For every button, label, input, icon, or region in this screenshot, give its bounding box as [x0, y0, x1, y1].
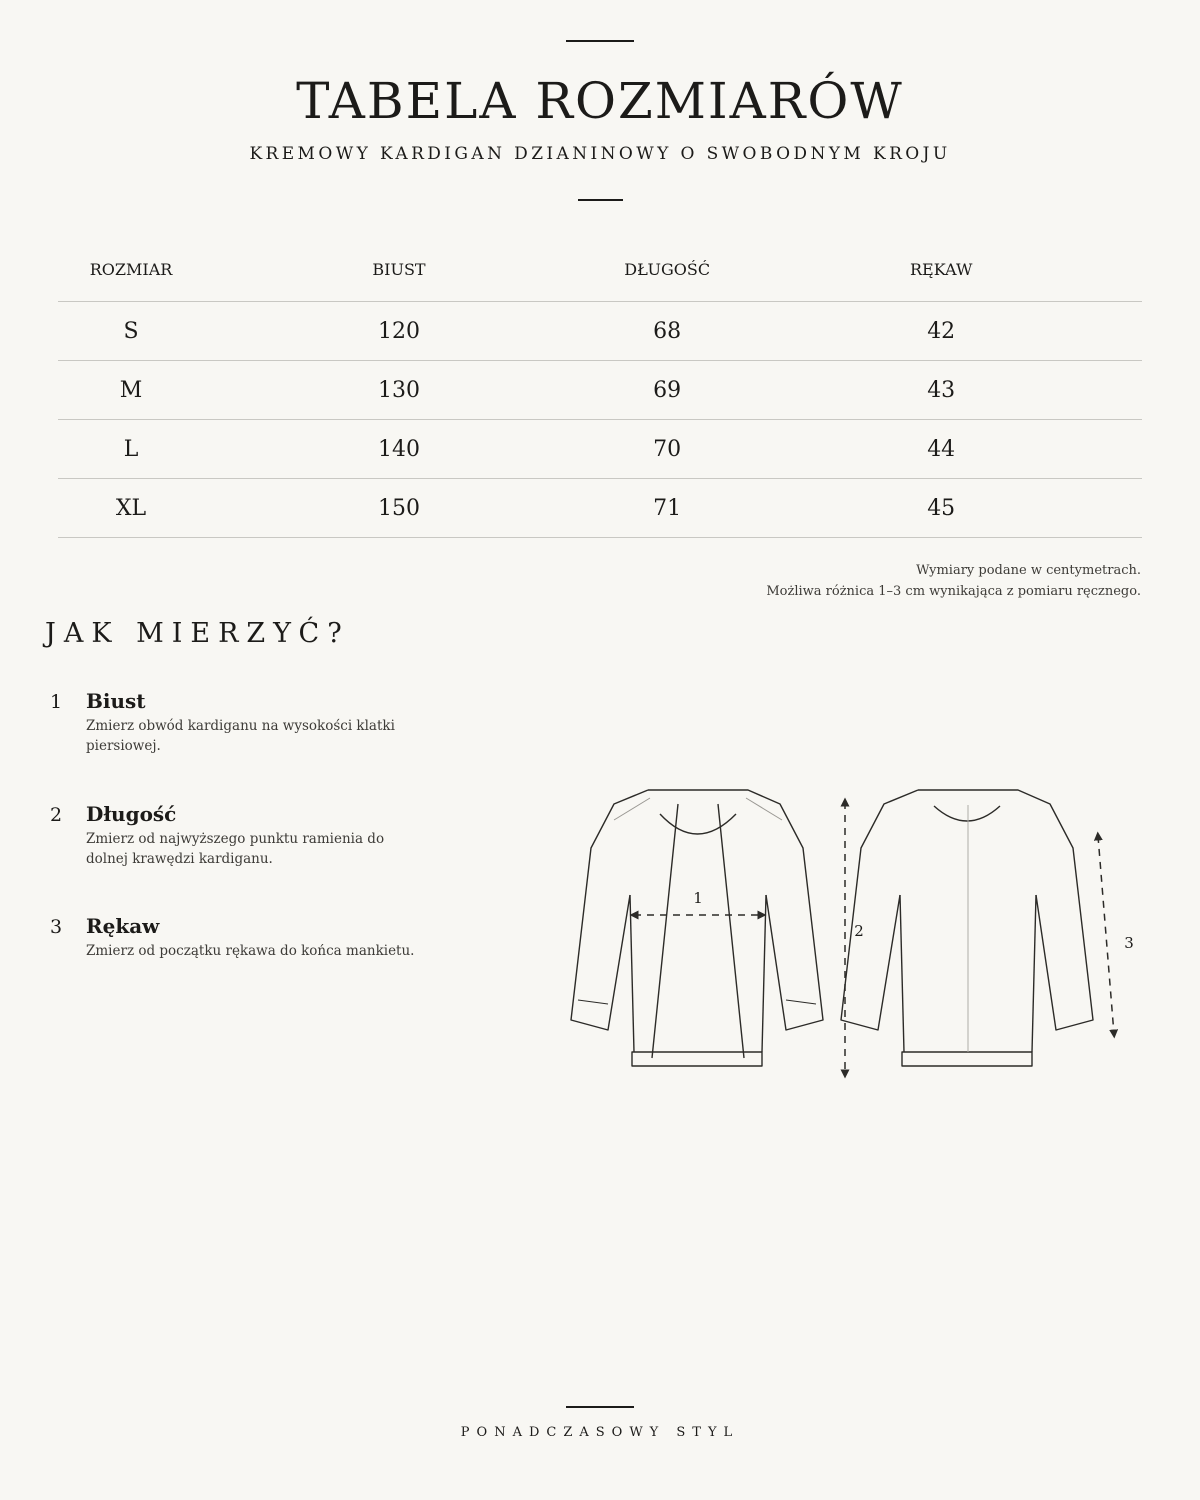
- note-tolerance: Możliwa różnica 1–3 cm wynikająca z pomiaru ręcznego.: [766, 584, 1141, 599]
- note-units: Wymiary podane w centymetrach.: [916, 563, 1141, 578]
- cell-length: 70: [594, 420, 740, 479]
- subtitle-rule: [578, 199, 623, 201]
- sleeve-measure-arrow: [1098, 836, 1114, 1034]
- cell-length: 71: [594, 479, 740, 538]
- cell-length: 69: [594, 361, 740, 420]
- column-header-sleeve: RĘKAW: [740, 238, 1142, 302]
- cardigan-front-icon: [571, 790, 823, 1066]
- cardigan-back-icon: [841, 790, 1093, 1066]
- table-row: [58, 302, 1142, 361]
- length-measure-label: 2: [854, 922, 864, 940]
- page-title: TABELA ROZMIARÓW: [296, 72, 904, 130]
- cell-bust: 120: [204, 302, 594, 361]
- step-description: Zmierz od najwyższego punktu ramienia do dolnej krawędzi kardiganu.: [86, 831, 385, 867]
- cell-sleeve: 44: [740, 420, 1142, 479]
- cell-length: 68: [594, 302, 740, 361]
- column-header-size: ROZMIAR: [58, 238, 204, 302]
- cell-sleeve: 45: [740, 479, 1142, 538]
- table-row: [58, 361, 1142, 420]
- cardigan-measurement-diagram: [560, 780, 1140, 1090]
- page-subtitle: KREMOWY KARDIGAN DZIANINOWY O SWOBODNYM KROJU: [249, 144, 951, 164]
- cell-size: M: [58, 361, 204, 420]
- step-description: Zmierz obwód kardiganu na wysokości klatki piersiowej.: [86, 718, 395, 754]
- table-row: [58, 420, 1142, 479]
- size-table: [58, 238, 1142, 538]
- cell-sleeve: 43: [740, 361, 1142, 420]
- column-header-length: DŁUGOŚĆ: [594, 238, 740, 302]
- cell-sleeve: 42: [740, 302, 1142, 361]
- measurement-note: [766, 560, 1141, 602]
- bust-measure-label: 1: [693, 889, 703, 907]
- step-name: Rękaw: [86, 914, 160, 938]
- cell-size: L: [58, 420, 204, 479]
- cell-bust: 150: [204, 479, 594, 538]
- step-description: Zmierz od początku rękawa do końca mankietu.: [86, 943, 415, 959]
- step-number: 3: [50, 916, 63, 938]
- table-header-row: [58, 238, 1142, 302]
- cell-size: S: [58, 302, 204, 361]
- cell-size: XL: [58, 479, 204, 538]
- table-row: [58, 479, 1142, 538]
- sleeve-measure-label: 3: [1124, 934, 1134, 952]
- step-number: 2: [50, 804, 63, 826]
- step-name: Długość: [86, 802, 177, 826]
- top-rule: [566, 40, 634, 42]
- step-name: Biust: [86, 689, 146, 713]
- footer-tagline: PONADCZASOWY STYL: [460, 1425, 740, 1440]
- cell-bust: 130: [204, 361, 594, 420]
- how-to-measure-title: JAK MIERZYĆ?: [45, 618, 350, 649]
- column-header-bust: BIUST: [204, 238, 594, 302]
- step-number: 1: [50, 691, 63, 713]
- footer-rule: [566, 1406, 634, 1408]
- cell-bust: 140: [204, 420, 594, 479]
